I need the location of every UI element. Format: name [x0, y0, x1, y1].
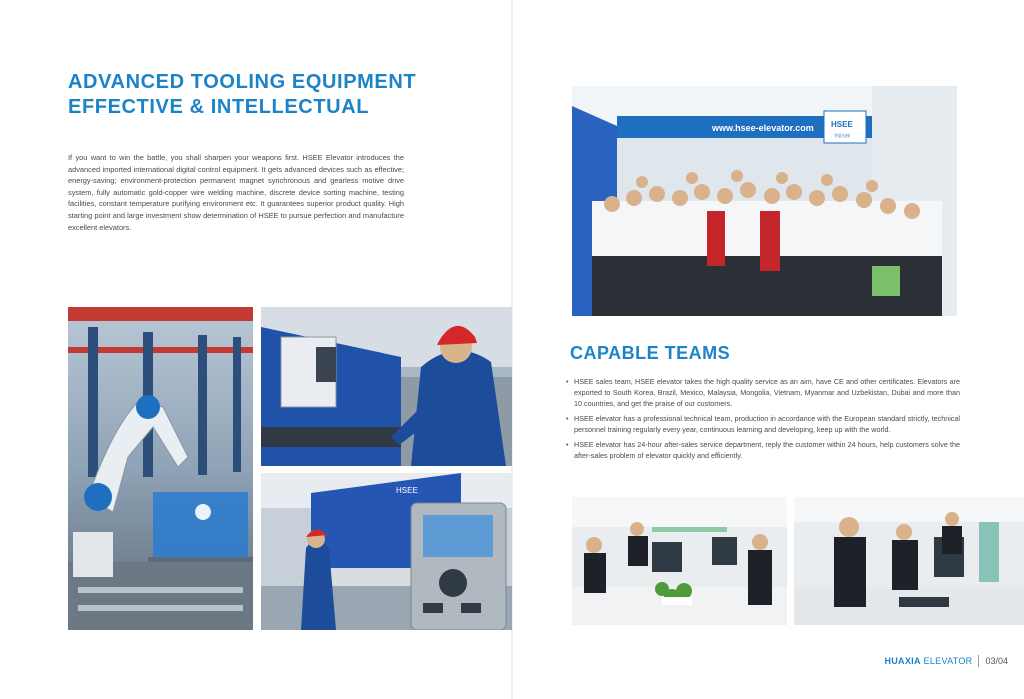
bullet-after-sales: • HSEE elevator has 24-hour after-sales service department, reply the customer within 24 hours, help customers solve the after-sales problem of elevator quickly and efficiently. — [566, 439, 960, 461]
photo-robot-welding — [68, 307, 253, 630]
title-line-2: EFFECTIVE & INTELLECTUAL — [68, 96, 370, 118]
photo-service-office-2 — [794, 497, 1024, 625]
photo-cnc-machine — [261, 473, 512, 630]
page-footer — [884, 655, 1008, 667]
section-title-teams: CAPABLE TEAMS — [570, 343, 731, 363]
banner-url: www.hsee-elevator.com — [712, 123, 814, 133]
tooling-description: If you want to win the battle, you shall sharpen your weapons first. HSEE Elevator introduces the advanced imported international digital control equipment. It gets advanced devices such as effective; energy-saving; environment-protection permanent magnet synchronous and gearless motive drive system, fully automatic gold-copper wire welding machine, discrete device sorting machine, testing facilities, constant temperature purifying environment etc. It guarantees superior product quality. High starting point and large investment show determination of HSEE to pursue perfection and manufacture excellent elevators. — [68, 153, 404, 232]
footer-brand — [884, 656, 972, 666]
bullet-technical-team: • HSEE elevator has a professional technical team, production in accordance with the European standard strictly, technical personnel training regularly every year, continuous learning and developing, keep up with the world. — [566, 413, 960, 435]
footer-brand-rest: ELEVATOR — [920, 656, 973, 666]
banner-logo: HSEE — [831, 120, 853, 129]
page-number: 03/04 — [985, 656, 1008, 666]
photo-exhibition-team — [572, 86, 957, 316]
banner-logo-sub: 华夏电梯 — [834, 133, 850, 138]
section-title-tooling — [68, 70, 416, 120]
title-line-1: ADVANCED TOOLING EQUIPMENT — [68, 71, 417, 93]
footer-brand-bold: HUAXIA — [884, 656, 921, 666]
photo-service-office-1 — [572, 497, 787, 625]
bullet-sales-team: • HSEE sales team, HSEE elevator takes the high quality service as an aim, have CE and other certificates. Elevators are exported to South Korea, Brazil, Mexico, Malaysia, Mongolia, Vietnam, Myanmar and Uzbekistan, Dubai and more than 10 countries, and get the praise of our customers. — [566, 376, 960, 409]
photo-operator-press-brake — [261, 307, 512, 466]
machine-label: HSEE — [396, 486, 418, 495]
teams-bullet-list — [566, 376, 960, 465]
footer-separator — [978, 655, 979, 667]
